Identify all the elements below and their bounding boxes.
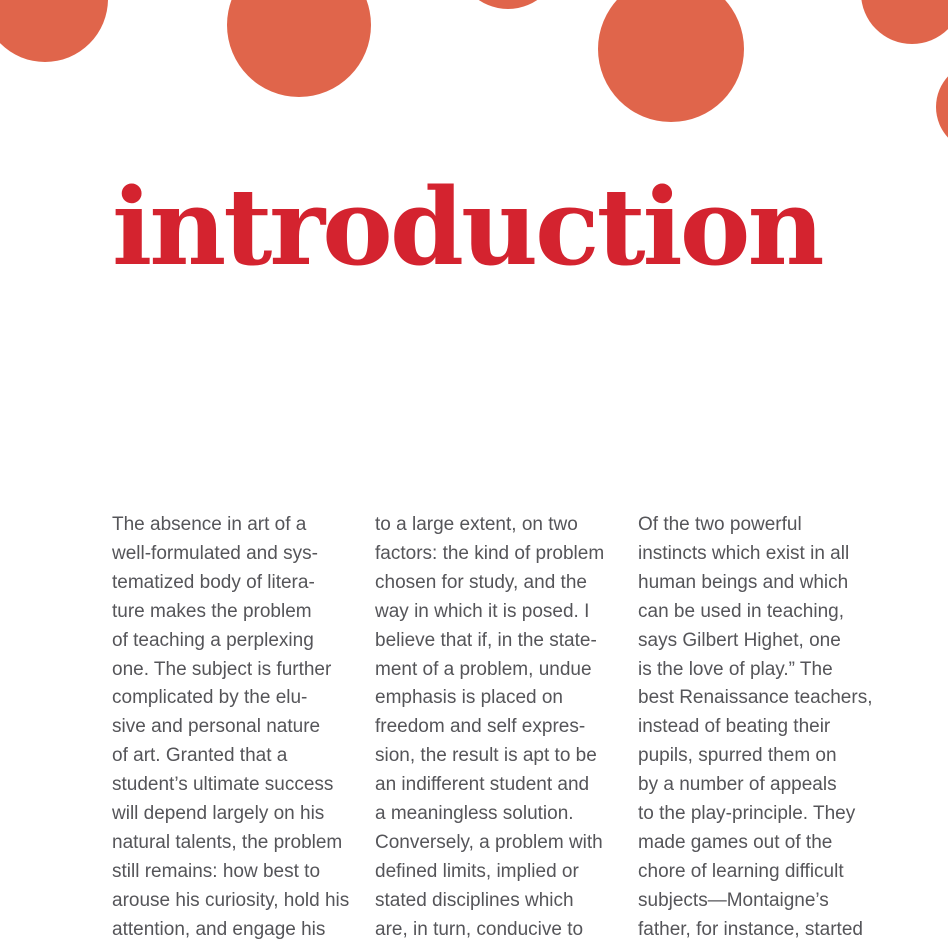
text-column-2 [375,511,625,945]
text-line: is the love of play.” The [638,658,833,680]
text-line: still remains: how best to [112,860,321,882]
text-line: attention, and engage his [112,918,326,940]
decorative-dot [227,0,371,97]
text-line: way in which it is posed. I [375,600,590,622]
text-line: one. The subject is further [112,658,332,680]
text-line: are, in turn, conducive to [375,918,584,940]
text-column-3 [638,511,888,945]
text-line: an indifferent student and [375,774,590,796]
text-line: Of the two powerful [638,514,802,535]
text-line: chore of learning difficult [638,860,844,882]
text-line: The absence in art of a [112,514,307,535]
text-line: defined limits, implied or [375,860,579,882]
text-line: ment of a problem, undue [375,658,592,680]
text-line: ture makes the problem [112,600,312,622]
text-line: father, for instance, started [638,918,863,940]
text-line: complicated by the elu- [112,687,308,709]
text-line: well-formulated and sys- [112,542,318,564]
text-line: by a number of appeals [638,774,837,796]
text-line: factors: the kind of problem [375,542,605,564]
text-line: to the play-principle. They [638,803,856,825]
text-line: Conversely, a problem with [375,831,603,853]
text-line: freedom and self expres- [375,716,586,738]
text-line: to a large extent, on two [375,514,578,535]
decorative-dot [0,0,108,62]
decorative-dot [456,0,560,9]
text-line: sion, the result is apt to be [375,745,597,767]
text-column-1 [112,511,362,945]
text-line: best Renaissance teachers, [638,687,873,709]
text-line: sive and personal nature [112,716,321,738]
text-line: arouse his curiosity, hold his [112,889,350,911]
text-line: can be used in teaching, [638,600,844,622]
text-line: chosen for study, and the [375,571,587,593]
text-line: student’s ultimate success [112,774,334,796]
text-line: instincts which exist in all [638,542,850,564]
text-line: emphasis is placed on [375,687,563,709]
text-line: made games out of the [638,831,833,853]
text-line: of art. Granted that a [112,745,288,767]
decorative-dot [861,0,948,44]
page-title: introduction [112,164,822,289]
text-line: a meaningless solution. [375,803,574,825]
text-line: subjects—Montaigne’s [638,889,829,911]
text-line: of teaching a perplexing [112,629,314,651]
text-line: instead of beating their [638,716,831,738]
text-line: says Gilbert Highet, one [638,629,841,651]
text-line: human beings and which [638,571,849,593]
decorative-dot [936,62,948,152]
text-line: will depend largely on his [112,803,325,825]
text-line: stated disciplines which [375,889,574,911]
text-line: believe that if, in the state- [375,629,597,651]
text-line: pupils, spurred them on [638,745,837,767]
text-line: tematized body of litera- [112,571,315,593]
text-line: natural talents, the problem [112,831,343,853]
decorative-dot [598,0,744,122]
